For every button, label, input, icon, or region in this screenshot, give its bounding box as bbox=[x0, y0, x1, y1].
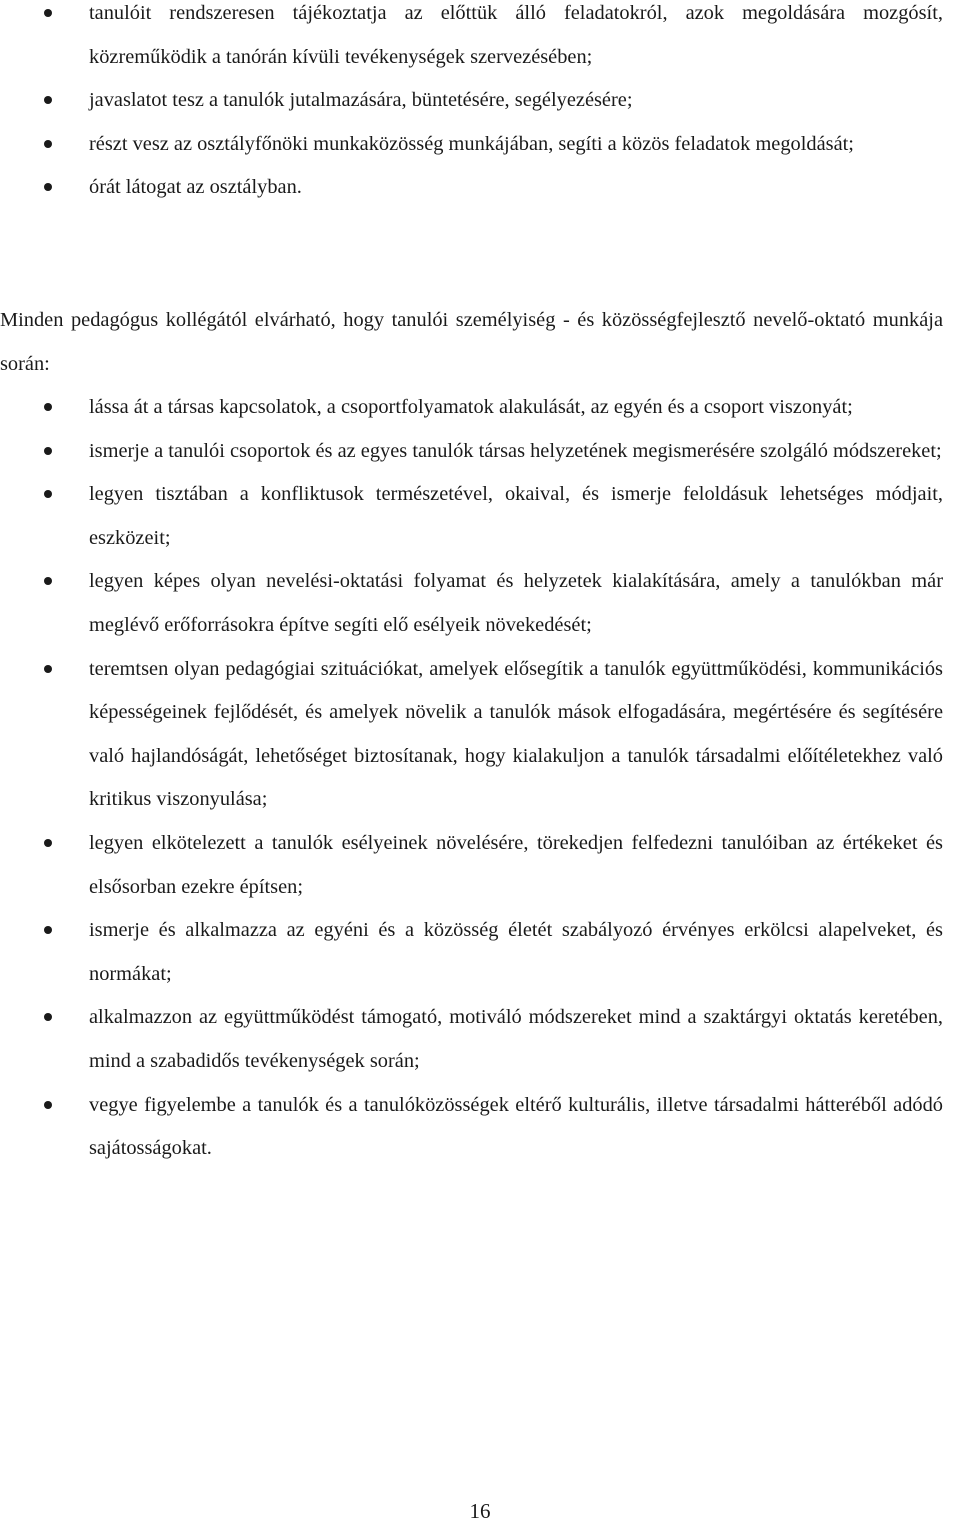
bullet-icon bbox=[44, 447, 52, 455]
list-item-text: tanulóit rendszeresen tájékoztatja az előttük álló feladatokról, azok megoldására mozgósít, közreműködik a tanórán kívüli tevékenységek szervezésében; bbox=[89, 2, 943, 68]
list-item-text: vegye figyelembe a tanulók és a tanulóközösségek eltérő kulturális, illetve társadalmi hátteréből adódó sajátosságokat. bbox=[89, 1093, 943, 1160]
list-item-text: javaslatot tesz a tanulók jutalmazására, büntetésére, segélyezésére; bbox=[89, 89, 633, 111]
list-item bbox=[0, 560, 960, 647]
list-item bbox=[0, 123, 960, 167]
bullet-icon bbox=[44, 490, 52, 498]
list-item-text: teremtsen olyan pedagógiai szituációkat, amelyek elősegítik a tanulók együttműködési, kommunikációs képességeinek fejlődését, és amelyek növelik a tanulók mások elfogadására, megértésére és segítésére való hajlandóságát, lehetőséget biztosítanak, hogy kialakuljon a tanulók társadalmi előítéletekhez való kritikus viszonyulása; bbox=[89, 657, 943, 811]
list-item-text: órát látogat az osztályban. bbox=[89, 176, 302, 198]
bullet-icon bbox=[44, 665, 52, 673]
list-item-text: legyen elkötelezett a tanulók esélyeinek növelésére, törekedjen felfedezni tanulóiban az értékeket és elsősorban ezekre építsen; bbox=[89, 831, 943, 898]
list-item-text: alkalmazzon az együttműködést támogató, motiváló módszereket mind a szaktárgyi oktatás keretében, mind a szabadidős tevékenységek során; bbox=[89, 1006, 943, 1072]
bullet-icon bbox=[44, 9, 52, 17]
bullet-icon bbox=[44, 140, 52, 148]
list-item bbox=[0, 430, 960, 474]
bullet-icon bbox=[44, 403, 52, 411]
list-item-text: részt vesz az osztályfőnöki munkaközösség munkájában, segíti a közös feladatok megoldását; bbox=[89, 132, 854, 155]
bullet-icon bbox=[44, 96, 52, 104]
list-item-text: lássa át a társas kapcsolatok, a csoportfolyamatok alakulását, az egyén és a csoport viszonyát; bbox=[89, 396, 853, 418]
expectations-list bbox=[0, 386, 960, 1171]
bullet-icon bbox=[44, 577, 52, 585]
bullet-icon bbox=[44, 839, 52, 847]
bullet-icon bbox=[44, 926, 52, 934]
list-item-text: ismerje és alkalmazza az egyéni és a közösség életét szabályozó érvényes erkölcsi alapelveket, és normákat; bbox=[89, 919, 943, 985]
bullet-icon bbox=[44, 183, 52, 191]
list-item-text: ismerje a tanulói csoportok és az egyes tanulók társas helyzetének megismerésére szolgáló módszereket; bbox=[89, 439, 942, 462]
list-item bbox=[0, 473, 960, 560]
list-item bbox=[0, 166, 960, 210]
list-item-text: legyen tisztában a konfliktusok természetével, okaival, és ismerje feloldásuk lehetséges módjait, eszközeit; bbox=[89, 483, 943, 549]
list-item bbox=[0, 1084, 960, 1171]
intro-paragraph: Minden pedagógus kollégától elvárható, hogy tanulói személyiség - és közösségfejlesztő nevelő-oktató munkája során: bbox=[0, 309, 943, 375]
list-item bbox=[0, 909, 960, 996]
list-item bbox=[0, 0, 960, 79]
list-item bbox=[0, 648, 960, 822]
list-item bbox=[0, 79, 960, 123]
bullet-icon bbox=[44, 1013, 52, 1021]
list-item bbox=[0, 822, 960, 909]
duties-list bbox=[0, 0, 960, 210]
page-number: 16 bbox=[469, 1499, 491, 1523]
list-item bbox=[0, 386, 960, 430]
bullet-icon bbox=[44, 1101, 52, 1109]
list-item-text: legyen képes olyan nevelési-oktatási folyamat és helyzetek kialakítására, amely a tanulókban már meglévő erőforrásokra építve segíti elő esélyeik növekedését; bbox=[89, 570, 943, 636]
list-item bbox=[0, 996, 960, 1083]
